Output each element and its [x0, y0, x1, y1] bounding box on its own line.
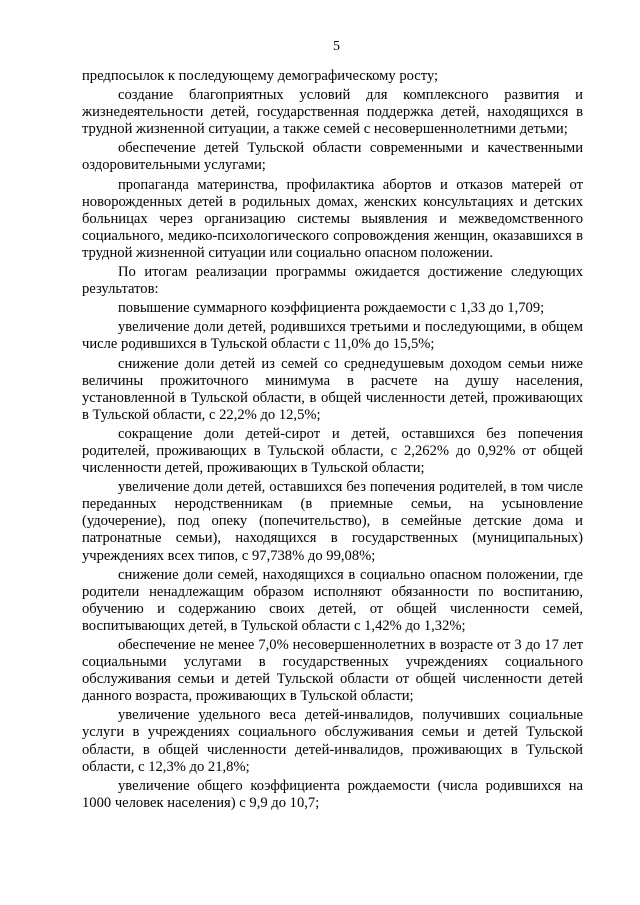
paragraph: обеспечение не менее 7,0% несовершеннолетних в возрасте от 3 до 17 лет социальными услугами в государственных учреждениях социального обслуживания семьи и детей Тульской области от общей численности детей данного возраста, проживающих в Тульской области;	[82, 637, 583, 705]
paragraph: создание благоприятных условий для комплексного развития и жизнедеятельности детей, государственная поддержка детей, находящихся в трудной жизненной ситуации, а также семей с несовершеннолетними детьми;	[82, 87, 583, 138]
paragraph: увеличение удельного веса детей-инвалидов, получивших социальные услуги в учреждениях социального обслуживания семьи и детей Тульской области, в общей численности детей-инвалидов, проживающих в Тульской области, с 12,3% до 21,8%;	[82, 707, 583, 775]
paragraph: увеличение доли детей, родившихся третьими и последующими, в общем числе родившихся в Тульской области с 11,0% до 15,5%;	[82, 319, 583, 353]
paragraph: увеличение общего коэффициента рождаемости (числа родившихся на 1000 человек населения) с 9,9 до 10,7;	[82, 777, 583, 811]
paragraph: пропаганда материнства, профилактика абортов и отказов матерей от новорожденных детей в родильных домах, женских консультациях и детских больницах через организацию системы выявления и межведомственного социального, медико-психологического сопровождения женщин, оказавшихся в трудной жизненной ситуации или социально опасном положении.	[82, 176, 583, 261]
paragraph: повышение суммарного коэффициента рождаемости с 1,33 до 1,709;	[118, 300, 545, 317]
paragraph: снижение доли семей, находящихся в социально опасном положении, где родители ненадлежащим образом исполняют обязанности по воспитанию, обучению и содержанию своих детей, от общей численности семей, воспитывающих детей, в Тульской области с 1,42% до 1,32%;	[82, 566, 583, 634]
paragraph: снижение доли детей из семей со среднедушевым доходом семьи ниже величины прожиточного минимума в расчете на душу населения, установленной в Тульской области, в общей численности детей, проживающих в Тульской области, с 22,2% до 12,5%;	[82, 355, 583, 423]
page-number: 5	[333, 39, 340, 54]
paragraph: По итогам реализации программы ожидается достижение следующих результатов:	[82, 264, 583, 298]
document-body	[82, 68, 583, 812]
paragraph: сокращение доли детей-сирот и детей, оставшихся без попечения родителей, проживающих в Тульской области, с 2,262% до 0,92% от общей численности детей, проживающих в Тульской области;	[82, 425, 583, 477]
paragraph: увеличение доли детей, оставшихся без попечения родителей, в том числе переданных неродственникам (в приемные семьи, на усыновление (удочерение), под опеку (попечительство), в семейные детские дома и патронатные семьи), находящихся в государственных (муниципальных) учреждениях всех типов, с 97,738% до 99,08%;	[82, 479, 583, 564]
paragraph: обеспечение детей Тульской области современными и качественными оздоровительными услугами;	[82, 140, 583, 174]
paragraph: предпосылок к последующему демографическому росту;	[82, 68, 439, 84]
